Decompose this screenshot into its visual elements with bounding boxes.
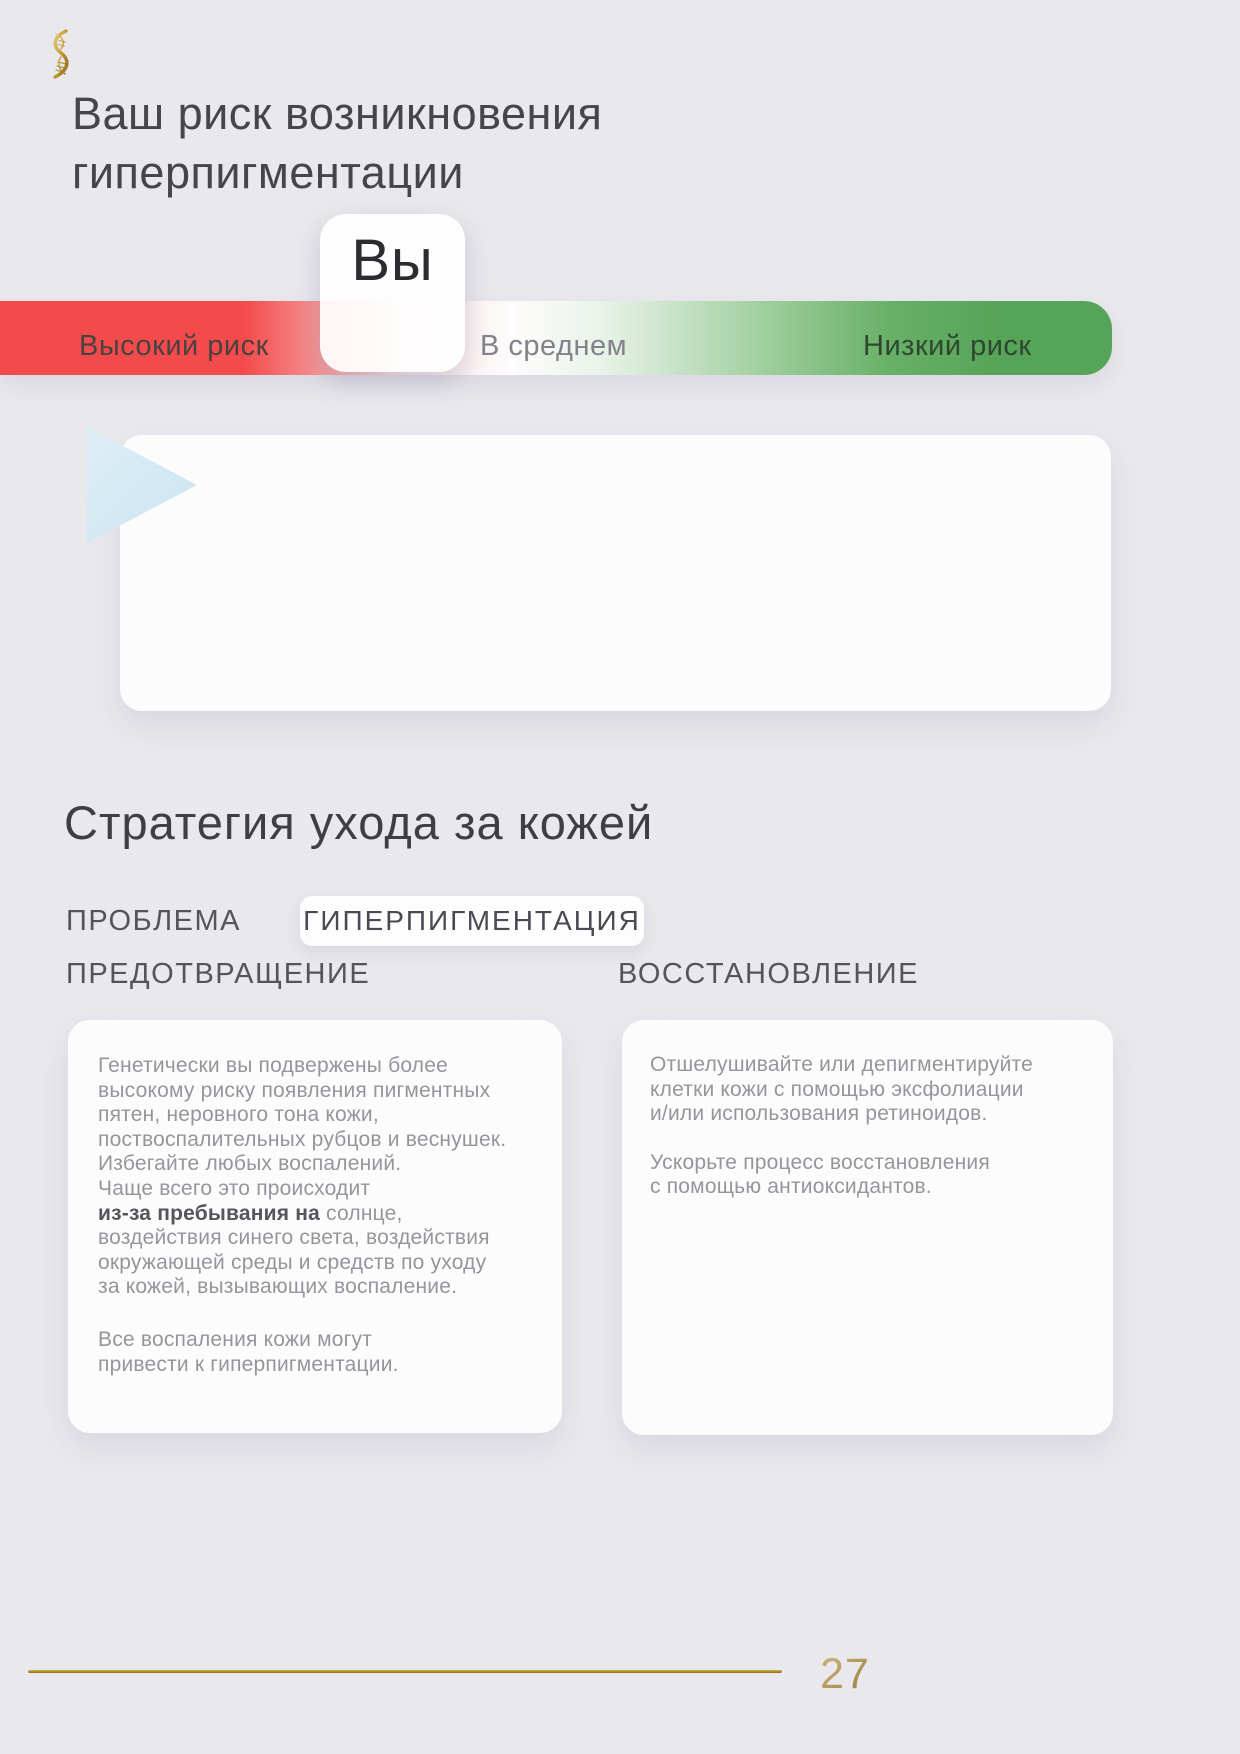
prevention-line: Все воспаления кожи могут [98,1327,373,1351]
recovery-column-label: ВОССТАНОВЛЕНИЕ [618,958,919,990]
prevention-line: высокому риску появления пигментных [98,1078,491,1102]
prevention-line: воздействия синего света, воздействия [98,1226,490,1250]
page-title [72,84,832,202]
problem-label: ПРОБЛЕМА [66,905,242,937]
prevention-line-highlight [98,1202,538,1227]
highlight-rest: солнце, [320,1201,403,1225]
dna-logo-icon [44,28,78,80]
page-title-line2: гиперпигментации [72,147,464,198]
problem-value-chip [300,896,644,946]
prevention-line: Генетически вы подвержены более [98,1054,448,1077]
page-title-line1: Ваш риск возникновения [72,88,603,139]
strategy-heading: Стратегия ухода за кожей [64,796,654,849]
risk-label-low: Низкий риск [863,330,1032,362]
problem-value: ГИПЕРПИГМЕНТАЦИЯ [303,905,641,936]
risk-label-medium: В среднем [480,330,628,362]
prevention-line: Чаще всего это происходит [98,1176,371,1200]
recovery-line: Ускорьте процесс восстановления [650,1150,990,1174]
summary-card [120,435,1111,711]
prevention-line: привести к гиперпигментации. [98,1352,399,1376]
prevention-line: поствоспалительных рубцов и веснушек. [98,1127,507,1151]
prevention-line: окружающей среды и средств по уходу [98,1250,487,1274]
prevention-column-label: ПРЕДОТВРАЩЕНИЕ [66,958,371,990]
risk-marker-you [320,214,465,372]
recovery-line: с помощью антиоксидантов. [650,1175,932,1199]
footer-gold-rule [28,1670,782,1673]
highlight-phrase: из-за пребывания на [98,1201,320,1225]
recovery-line: клетки кожи с помощью эксфолиации [650,1077,1024,1101]
prevention-text [98,1054,538,1377]
recovery-line: и/или использования ретиноидов. [650,1102,988,1126]
risk-marker-label: Вы [351,228,434,293]
prevention-line: за кожей, вызывающих воспаление. [98,1275,458,1299]
risk-label-high: Высокий риск [79,330,269,362]
recovery-text [650,1053,1080,1200]
page-number: 27 [820,1650,870,1698]
recovery-line: Отшелушивайте или депигментируйте [650,1053,1033,1076]
prevention-line: пятен, неровного тона кожи, [98,1103,379,1127]
prevention-line: Избегайте любых воспалений. [98,1152,402,1176]
